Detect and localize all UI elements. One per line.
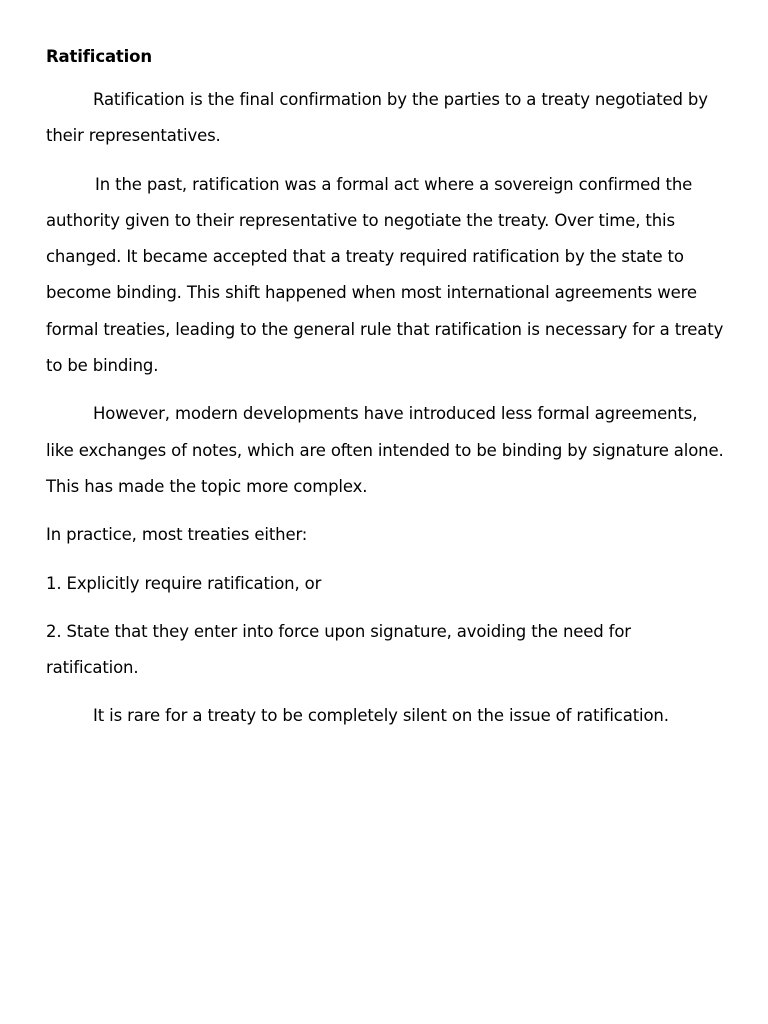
paragraph-modern-developments: However, modern developments have introduced less formal agreements, like exchanges of notes, which are often intended to be binding by signature alone. This has made the topic more complex. — [46, 404, 724, 496]
document-heading: Ratification — [46, 47, 152, 66]
list-item-2: 2. State that they enter into force upon signature, avoiding the need for ratification. — [46, 621, 631, 678]
paragraph-history: In the past, ratification was a formal act where a sovereign confirmed the authority given to their representative to negotiate the treaty. Over time, this changed. It became accepted that a treaty required ratification by the state to become binding. This shift happened when most international agreements were formal treaties, leading to the general rule that ratification is necessary for a treaty to be binding. — [46, 174, 724, 376]
list-item-1: 1. Explicitly require ratification, or — [46, 573, 322, 593]
paragraph-practice-intro: In practice, most treaties either: — [46, 525, 308, 545]
document-body — [46, 44, 726, 747]
paragraph-definition: Ratification is the final confirmation by the parties to a treaty negotiated by their representatives. — [46, 90, 708, 146]
paragraph-conclusion: It is rare for a treaty to be completely silent on the issue of ratification. — [93, 706, 669, 726]
